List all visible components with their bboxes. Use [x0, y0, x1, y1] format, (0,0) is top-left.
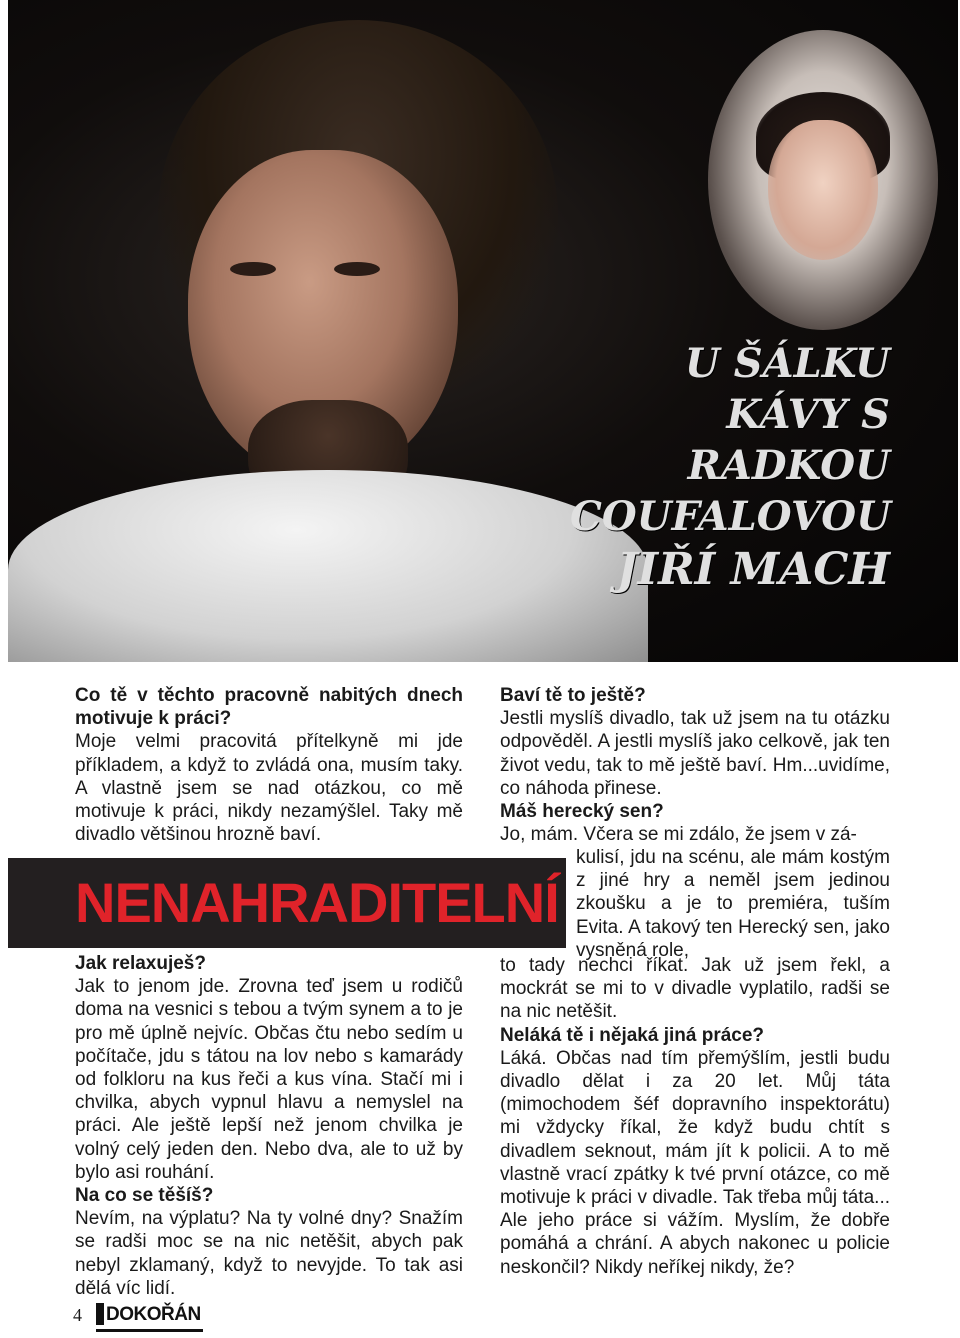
question-looking-forward: Na co se těšíš?	[75, 1185, 214, 1207]
question-relax: Jak relaxuješ?	[75, 953, 206, 974]
question-other-job: Neláká tě i nějaká jiná práce?	[500, 1024, 765, 1046]
headline-line-2: KÁVY S	[726, 391, 890, 438]
actor-eye-right	[334, 262, 380, 276]
answer-still-enjoy: Jestli myslíš divadlo, tak už jsem na tu otázku odpověděl. A jestli myslíš jako celkově, jak ten život vedu, tak to mě ještě baví. Hm...uvidíme, co náhoda přinese.	[500, 708, 890, 799]
headline-line-3: RADKOU	[687, 442, 890, 489]
magazine-logo: DOKOŘÁN	[96, 1301, 203, 1332]
question-still-enjoy: Baví tě to ještě?	[500, 685, 646, 706]
left-column-bottom	[75, 952, 463, 1300]
headline-line-1: U ŠÁLKU	[684, 340, 890, 387]
section-title: NENAHRADITELNÍ	[75, 871, 559, 934]
answer-other-job: Láká. Občas nad tím přemýšlím, jestli budu divadlo dělat i za 20 let. Můj táta (mimochodem šéf dopravního inspektorátu) mi vždycky říkal, že když budu chtít s divadlem seknout, mám jít k policii. A to mě vlastně vrací zpátky k tvé první otázce, co mě motivuje k práci v divadle. Tak třeba můj táta... Ale jeho práce si vážím. Myslím, že dobře pomáhá a chrání. A abych nakonec u policie neskončil? Nikdy neříkej nikdy, že?	[500, 1047, 890, 1278]
page-number: 4	[73, 1305, 82, 1325]
right-column-top	[500, 684, 890, 846]
headline-name: JIŘÍ MACH	[616, 544, 890, 595]
answer-motivation: Moje velmi pracovitá přítelkyně mi jde příkladem, a když to zvládá ona, musím taky. A vlastně jsem se nad otázkou, co mě motivuje k práci, nikdy nezamýšlel. Taky mě divadlo většinou hrozně baví.	[75, 731, 463, 846]
right-column-wrap	[576, 846, 890, 962]
question-motivation: Co tě v těchto pracovně nabitých dnech motivuje k práci?	[75, 685, 463, 730]
inset-portrait-face	[768, 120, 878, 260]
answer-relax: Jak to jenom jde. Zrovna teď jsem u rodičů doma na vesnici s tebou a tvým synem a to je pro mě úplně nejvíc. Občas čtu nebo sedím u počítače, jdu s tátou na lov nebo s kamarády od folkloru na kus řeči a kus vína. Stačí mi i chvilka, abych vypnul hlavu a nemyslel na práci. Ale ještě lepší než jenom chvilka je volný celý jeden den. Nebo dva, ale to už by bylo asi rouhání.	[75, 976, 463, 1183]
actor-eye-left	[230, 262, 276, 276]
question-acting-dream: Máš herecký sen?	[500, 801, 664, 823]
headline-line-4: COUFALOVOU	[570, 493, 891, 540]
answer-acting-dream-wrap: kulisí, jdu na scénu, ale mám kostým z jiné hry a neměl jsem jedinou zkoušku a je to premiéra, tuším Evita. A takový ten Herecký sen, jako vysněná role,	[576, 847, 890, 961]
article-headline	[570, 338, 890, 598]
actor-shirt	[8, 470, 648, 662]
answer-acting-dream-end: to tady nechci říkat. Jak už jsem řekl, a mockrát se mi to v divadle vyplatilo, radši se na nic netěšit.	[500, 955, 890, 1023]
answer-acting-dream-start: Jo, mám. Včera se mi zdálo, že jsem v zá-	[500, 824, 857, 846]
answer-looking-forward: Nevím, na výplatu? Na ty volné dny? Snažím se radši moc se na nic netěšit, abych pak nebyl zklamaný, když to nevyjde. To tak asi dělá víc lidí.	[75, 1208, 463, 1299]
right-column-bottom	[500, 954, 890, 1279]
left-column-top	[75, 684, 463, 846]
